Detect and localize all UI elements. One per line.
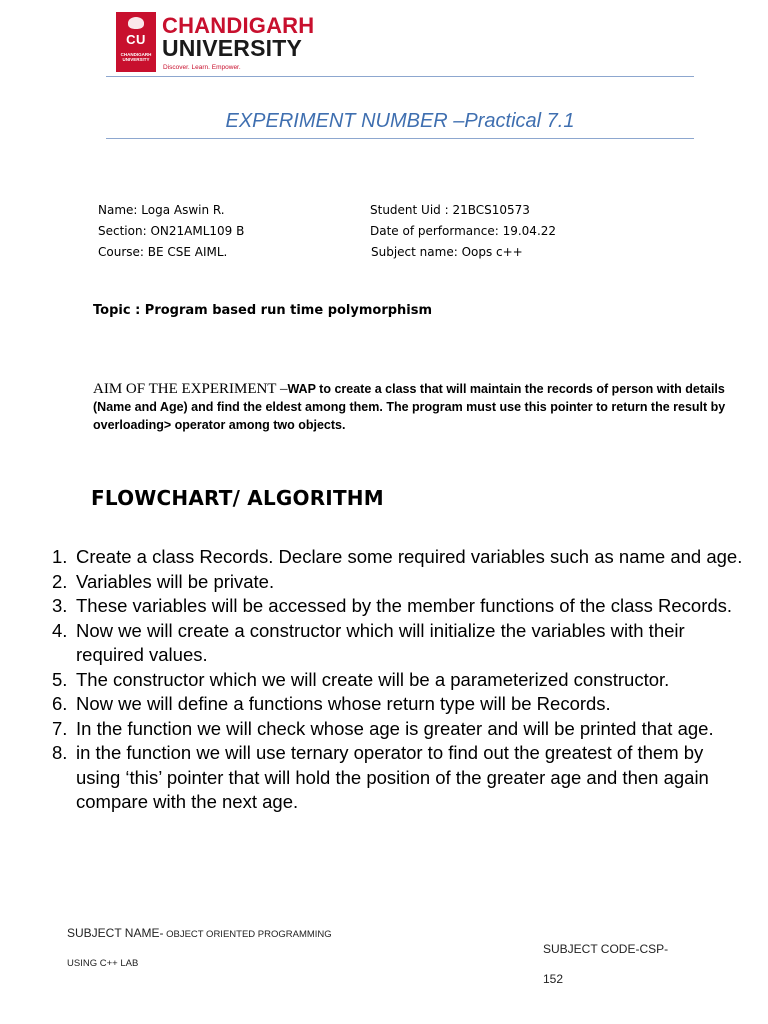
step-text: in the function we will use ternary operator to find out the greatest of them by using ‘this’ pointer that will hold the position of the greater age and then again compare with the next age. bbox=[76, 742, 709, 812]
student-uid: Student Uid : 21BCS10573 bbox=[370, 203, 530, 217]
step-number: 6. bbox=[52, 693, 68, 714]
step-number: 1. bbox=[52, 546, 68, 567]
header-divider bbox=[106, 76, 694, 77]
list-item bbox=[48, 570, 748, 595]
list-item bbox=[48, 741, 748, 815]
list-item bbox=[48, 692, 748, 717]
step-text: Create a class Records. Declare some required variables such as name and age. bbox=[76, 546, 743, 567]
university-logo bbox=[116, 12, 315, 74]
student-course: Course: BE CSE AIML. bbox=[98, 245, 228, 259]
footer-subject-value: OBJECT ORIENTED PROGRAMMING bbox=[163, 929, 332, 940]
logo-mark-text: CU bbox=[126, 32, 146, 47]
step-text: The constructor which we will create will be a parameterized constructor. bbox=[76, 668, 670, 690]
step-number: 2. bbox=[52, 570, 68, 592]
logo-mark-small-text: CHANDIGARH UNIVERSITY bbox=[120, 52, 152, 62]
step-number: 3. bbox=[52, 595, 68, 616]
aim-paragraph bbox=[93, 380, 753, 434]
step-text: Now we will define a functions whose return type will be Records. bbox=[76, 693, 611, 714]
step-number: 7. bbox=[52, 717, 68, 739]
step-text: These variables will be accessed by the member functions of the class Records. bbox=[76, 595, 733, 616]
step-text: Now we will create a constructor which will initialize the variables with their required values. bbox=[76, 619, 685, 665]
aim-text: WAP to create a class that will maintain the records of person with details (Name and Age) and find the eldest among them. The program must use this pointer to return the result by overloading> operator among two objects. bbox=[93, 382, 726, 432]
cu-emblem-icon bbox=[116, 12, 156, 72]
logo-tagline: Discover. Learn. Empower. bbox=[163, 64, 241, 71]
list-item bbox=[48, 717, 748, 742]
footer-subject-code: SUBJECT CODE-CSP- bbox=[543, 942, 669, 956]
step-number: 4. bbox=[52, 619, 68, 641]
student-section: Section: ON21AML109 B bbox=[98, 224, 245, 238]
list-item bbox=[48, 619, 748, 668]
list-item bbox=[48, 594, 748, 619]
step-number: 5. bbox=[52, 668, 68, 690]
footer-subject-code-number: 152 bbox=[543, 972, 564, 986]
title-divider bbox=[106, 138, 694, 139]
list-item bbox=[48, 668, 748, 693]
list-item bbox=[48, 545, 748, 570]
step-text: In the function we will check whose age is greater and will be printed that age. bbox=[76, 717, 714, 739]
flowchart-heading: FLOWCHART/ ALGORITHM bbox=[91, 486, 384, 510]
step-text: Variables will be private. bbox=[76, 570, 275, 592]
subject-name: Subject name: Oops c++ bbox=[371, 245, 523, 259]
experiment-title: EXPERIMENT NUMBER –Practical 7.1 bbox=[225, 110, 575, 132]
date-of-performance: Date of performance: 19.04.22 bbox=[370, 224, 557, 238]
aim-label: AIM OF THE EXPERIMENT – bbox=[93, 381, 288, 397]
footer-subject-name bbox=[67, 926, 332, 940]
step-number: 8. bbox=[52, 742, 68, 763]
logo-name-line1: CHANDIGARH bbox=[162, 13, 315, 38]
student-name: Name: Loga Aswin R. bbox=[98, 203, 225, 217]
topic: Topic : Program based run time polymorphism bbox=[93, 303, 433, 318]
algorithm-steps bbox=[48, 545, 748, 815]
footer-subject-name-cont: USING C++ LAB bbox=[67, 958, 139, 969]
logo-name-line2: UNIVERSITY bbox=[162, 35, 303, 61]
footer-subject-label: SUBJECT NAME- bbox=[67, 926, 164, 940]
